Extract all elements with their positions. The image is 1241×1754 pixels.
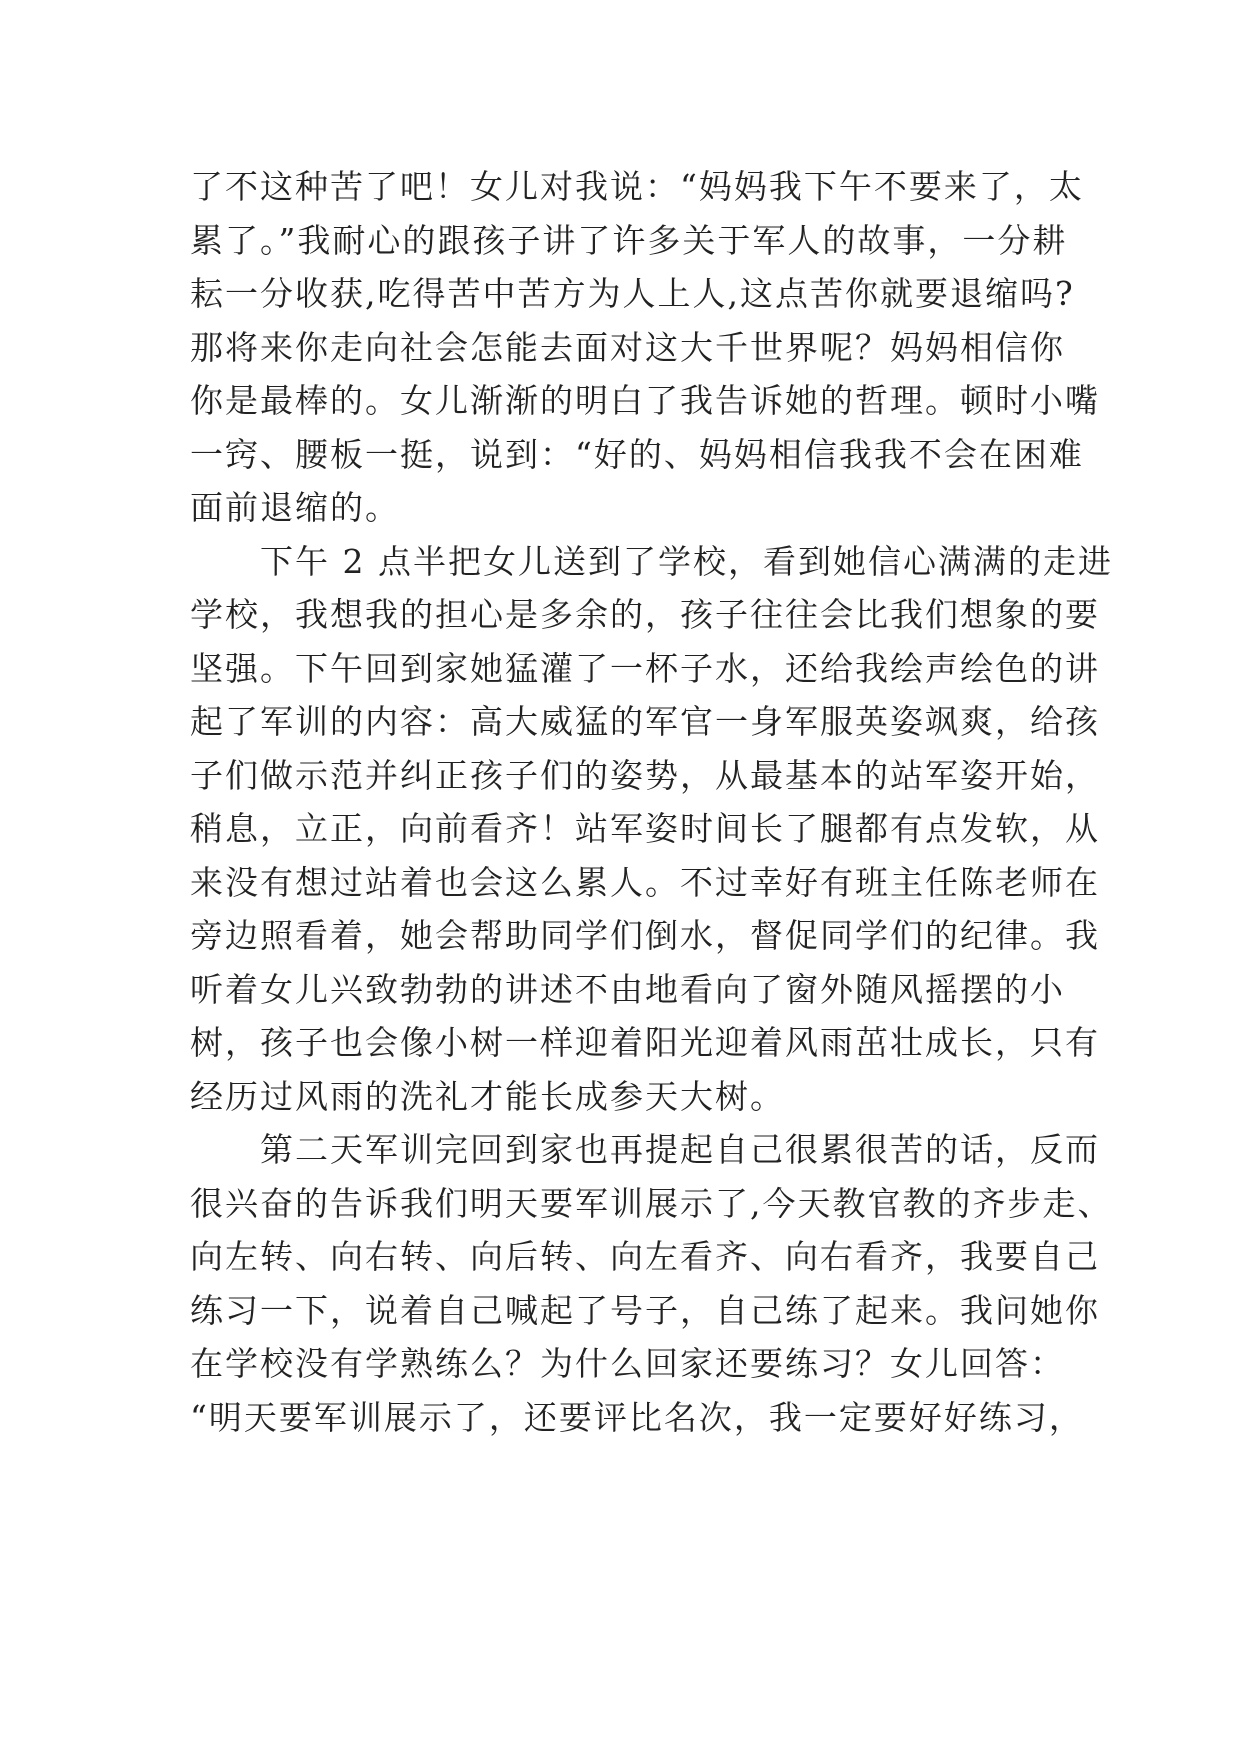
- text-line: 听着女儿兴致勃勃的讲述不由地看向了窗外随风摇摆的小: [190, 969, 1065, 1009]
- text-line: 面前退缩的。: [190, 488, 400, 527]
- text-line: “明天要军训展示了，还要评比名次，我一定要好好练习，: [190, 1397, 1084, 1437]
- text-line: 子们做示范并纠正孩子们的姿势，从最基本的站军姿开始，: [190, 755, 1100, 795]
- text-line: 很兴奋的告诉我们明天要军训展示了,今天教官教的齐步走、: [190, 1183, 1113, 1223]
- text-line: 稍息，立正，向前看齐！站军姿时间长了腿都有点发软，从: [190, 809, 1100, 848]
- text-line: 起了军训的内容：高大威猛的军官一身军服英姿飒爽，给孩: [190, 702, 1100, 741]
- text-line: 学校，我想我的担心是多余的，孩子往往会比我们想象的要: [190, 595, 1100, 634]
- text-line: 那将来你走向社会怎能去面对这大千世界呢？妈妈相信你: [190, 327, 1065, 367]
- text-line: 来没有想过站着也会这么累人。不过幸好有班主任陈老师在: [190, 862, 1100, 902]
- text-line: 累了。”我耐心的跟孩子讲了许多关于军人的故事，一分耕: [190, 220, 1068, 260]
- text-line: 你是最棒的。女儿渐渐的明白了我告诉她的哲理。顿时小嘴: [190, 381, 1100, 420]
- text-line: 了不这种苦了吧！女儿对我说：“妈妈我下午不要来了，太: [190, 167, 1084, 206]
- text-line: 经历过风雨的洗礼才能长成参天大树。: [190, 1076, 785, 1116]
- text-line: 第二天军训完回到家也再提起自己很累很苦的话，反而: [190, 1130, 1100, 1169]
- text-line: 一窍、腰板一挺，说到：“好的、妈妈相信我我不会在困难: [190, 434, 1084, 474]
- body-text: [190, 160, 1113, 1444]
- text-line: 在学校没有学熟练么？为什么回家还要练习？女儿回答：: [190, 1344, 1065, 1383]
- text-line: 树，孩子也会像小树一样迎着阳光迎着风雨茁壮成长，只有: [190, 1023, 1100, 1062]
- text-line: 向左转、向右转、向后转、向左看齐、向右看齐，我要自己: [190, 1237, 1100, 1276]
- text-line: 耘一分收获,吃得苦中苦方为人上人,这点苦你就要退缩吗?: [190, 274, 1075, 313]
- text-line: 坚强。下午回到家她猛灌了一杯子水，还给我绘声绘色的讲: [190, 648, 1100, 688]
- text-line: 练习一下，说着自己喊起了号子，自己练了起来。我问她你: [190, 1290, 1100, 1330]
- text-line: 下午 2 点半把女儿送到了学校，看到她信心满满的走进: [190, 541, 1113, 581]
- text-line: 旁边照看着，她会帮助同学们倒水，督促同学们的纪律。我: [190, 916, 1100, 955]
